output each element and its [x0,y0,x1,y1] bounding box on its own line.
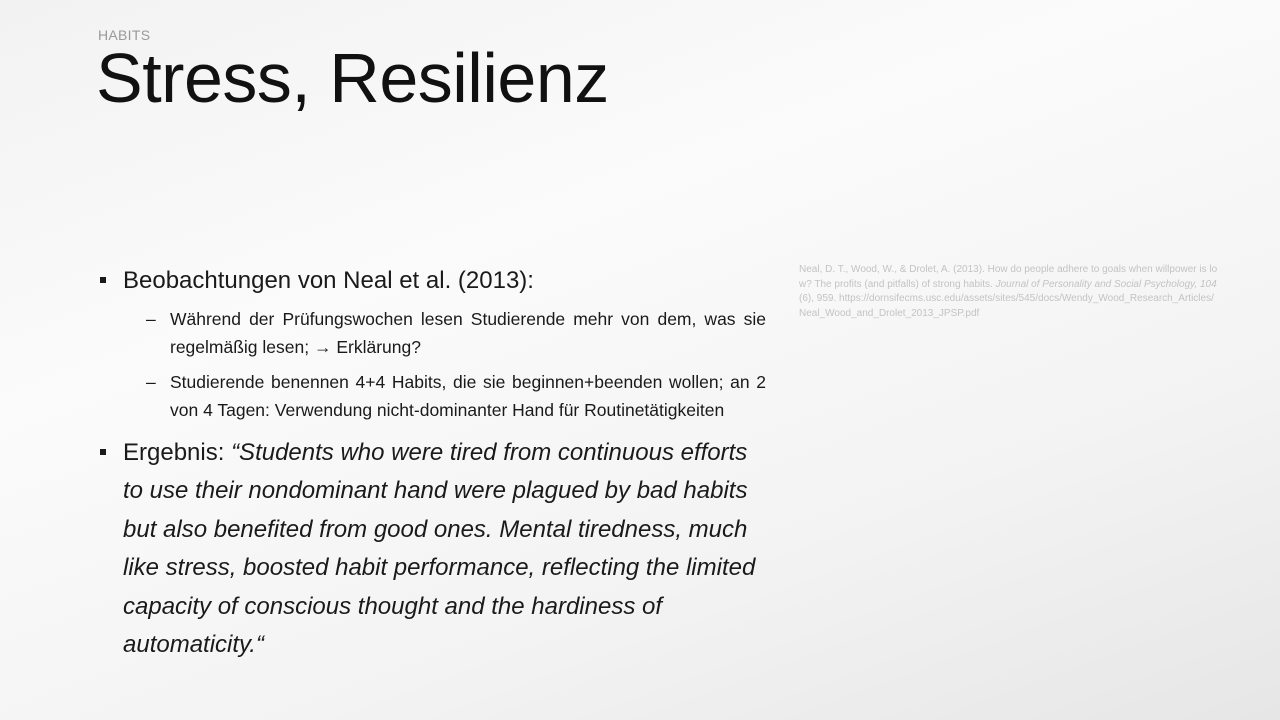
bullet-observations [98,262,768,301]
bullet-result-label: Ergebnis: [123,438,232,466]
slide-content [98,262,768,665]
square-bullet-icon [100,277,106,283]
bullet-observations-text: Beobachtungen von Neal et al. (2013): [123,267,534,294]
sub-bullet-list [98,305,768,425]
sub-bullet-habits-text: Studierende benennen 4+4 Habits, die sie beginnen+beenden wollen; an 2 von 4 Tagen: Verwendung nicht-dominanter Hand für Routinetätigkeiten [170,371,766,420]
citation-url[interactable]: https://dornsifecms.usc.edu/assets/sites/545/docs/Wendy_Wood_Research_Articles/Neal_Wood_and_Drolet_2013_JPSP.pdf [799,293,1214,319]
sub-bullet-exam-weeks [98,305,768,362]
slide-title: Stress, Resilienz [96,39,609,117]
section-label: HABITS [98,27,151,43]
dash-bullet-icon: – [146,371,156,392]
bullet-result-quote: “Students who were tired from continuous efforts to use their nondominant hand were plagued by bad habits but also benefited from good ones. Mental tiredness, much like stress, boosted habit performance, reflecting the limited capacity of conscious thought and the hardiness of automaticity.“ [123,438,756,658]
sub-bullet-exam-weeks-text: Während der Prüfungswochen lesen Studierende mehr von dem, was sie regelmäßig lesen; → Erklärung? [170,308,766,357]
bullet-result [98,434,768,665]
citation-authors: Neal, D. T., Wood, W., & Drolet, A. (2013). How do people adhere to goals when willpower is low? The profits (and pitfalls) of strong habits. [799,264,1218,290]
citation-reference [799,263,1219,321]
citation-issue: (6), 959. [799,293,840,304]
citation-journal: Journal of Personality and Social Psychology, 104 [995,278,1217,290]
square-bullet-icon [100,449,106,455]
dash-bullet-icon: – [146,308,156,329]
sub-bullet-habits [98,368,768,425]
